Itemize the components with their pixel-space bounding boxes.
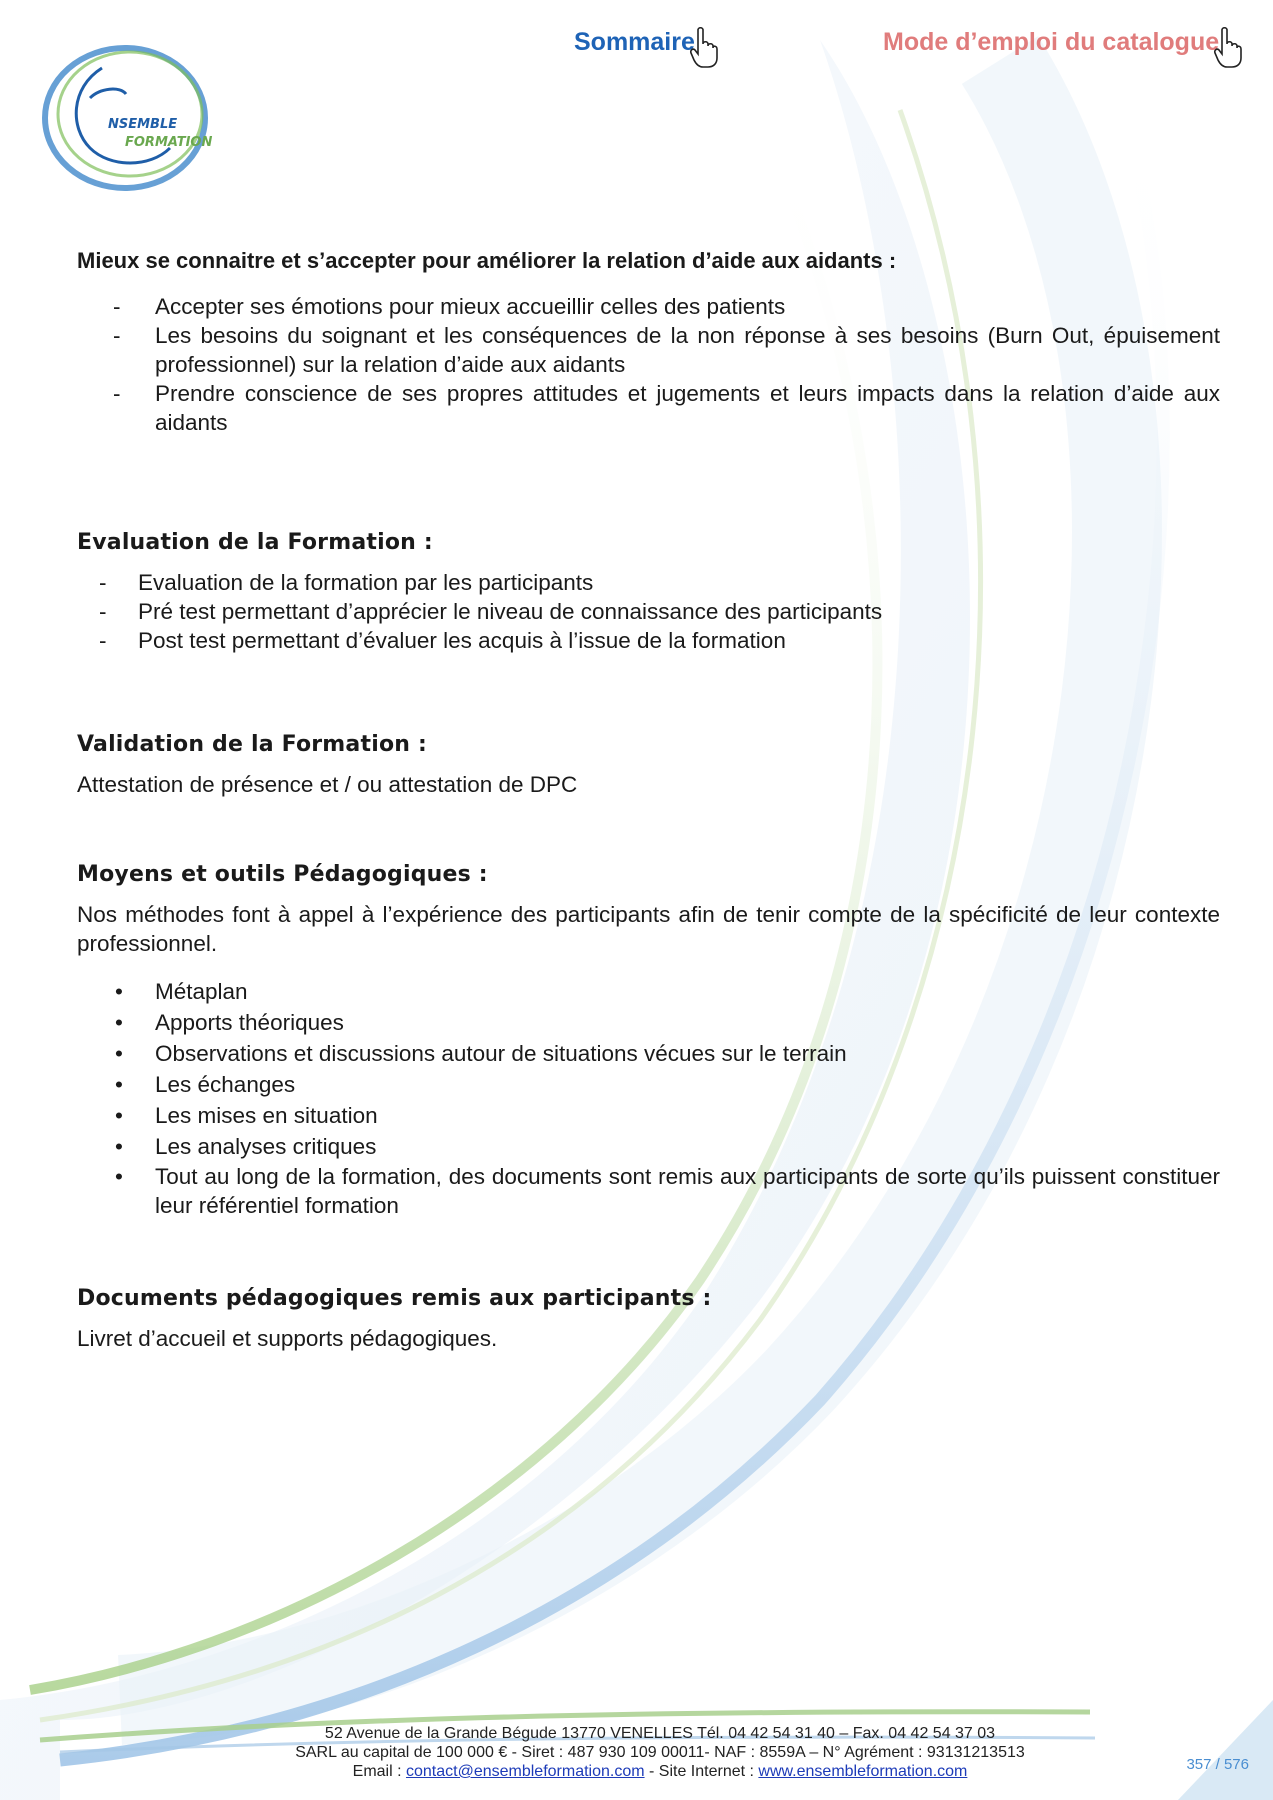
list-item: • Les analyses critiques: [115, 1134, 377, 1159]
section-heading-moyens: Moyens et outils Pédagogiques :: [77, 862, 488, 887]
list-item: - Les besoins du soignant et les conséquences de la non réponse à ses besoins (Burn Out, épuisement professionnel) sur la relation d’aide aux aidants: [113, 323, 1220, 377]
logo-mark-icon: [30, 28, 230, 198]
sommaire-link[interactable]: [574, 26, 719, 68]
logo-text-1: NSEMBLE: [108, 117, 178, 132]
site-label: - Site Internet :: [644, 1763, 759, 1780]
section-heading-validation: Validation de la Formation :: [77, 732, 427, 757]
ensemble-formation-logo: [30, 28, 230, 198]
section-heading-relation: Mieux se connaitre et s’accepter pour améliorer la relation d’aide aux aidants :: [77, 248, 897, 273]
website-link[interactable]: www.ensembleformation.com: [758, 1763, 968, 1780]
documents-text: Livret d’accueil et supports pédagogiques.: [77, 1326, 498, 1351]
list-item: - Prendre conscience de ses propres attitudes et jugements et leurs impacts dans la relation d’aide aux aidants: [113, 381, 1220, 435]
list-item: - Evaluation de la formation par les participants: [99, 570, 594, 595]
section-heading-evaluation: Evaluation de la Formation :: [77, 530, 433, 555]
list-item: • Observations et discussions autour de situations vécues sur le terrain: [115, 1041, 847, 1066]
footer-company-info: SARL au capital de 100 000 € - Siret : 487 930 109 00011- NAF : 8559A – N° Agrément : 93131213513: [295, 1744, 1025, 1761]
footer-contact: [200, 1762, 1120, 1781]
evaluation-list: [77, 568, 1220, 655]
email-label: Email :: [352, 1763, 406, 1780]
pointer-hand-icon: [689, 26, 719, 68]
sommaire-label: Sommaire: [574, 28, 695, 56]
logo-text-2: FORMATION: [125, 135, 213, 150]
list-item: - Accepter ses émotions pour mieux accueillir celles des patients: [113, 294, 786, 319]
list-item: • Les mises en situation: [115, 1103, 378, 1128]
list-item: • Métaplan: [115, 979, 248, 1004]
mode-emploi-label: Mode d’emploi du catalogue: [883, 28, 1220, 56]
pointer-hand-icon: [1213, 26, 1243, 68]
section-heading-documents: Documents pédagogiques remis aux participants :: [77, 1286, 712, 1311]
footer-address: 52 Avenue de la Grande Bégude 13770 VENELLES Tél. 04 42 54 31 40 – Fax. 04 42 54 37 03: [324, 1725, 996, 1742]
moyens-list: [77, 976, 1220, 1220]
email-link[interactable]: contact@ensembleformation.com: [405, 1763, 645, 1780]
list-item: • Les échanges: [115, 1072, 296, 1097]
page-number: 357 / 576: [1186, 1756, 1249, 1773]
validation-text: Attestation de présence et / ou attestation de DPC: [77, 772, 578, 797]
mode-emploi-link[interactable]: [883, 26, 1243, 68]
relation-list: [77, 292, 1220, 437]
list-item: - Pré test permettant d’apprécier le niveau de connaissance des participants: [99, 599, 883, 624]
list-item: - Post test permettant d’évaluer les acquis à l’issue de la formation: [99, 628, 786, 653]
page-footer: [200, 1724, 1120, 1781]
list-item: • Apports théoriques: [115, 1010, 344, 1035]
moyens-text: Nos méthodes font à appel à l’expérience des participants afin de tenir compte de la spécificité de leur contexte professionnel.: [77, 902, 1220, 956]
list-item: • Tout au long de la formation, des documents sont remis aux participants de sorte qu’ils puissent constituer leur référentiel formation: [115, 1164, 1220, 1218]
